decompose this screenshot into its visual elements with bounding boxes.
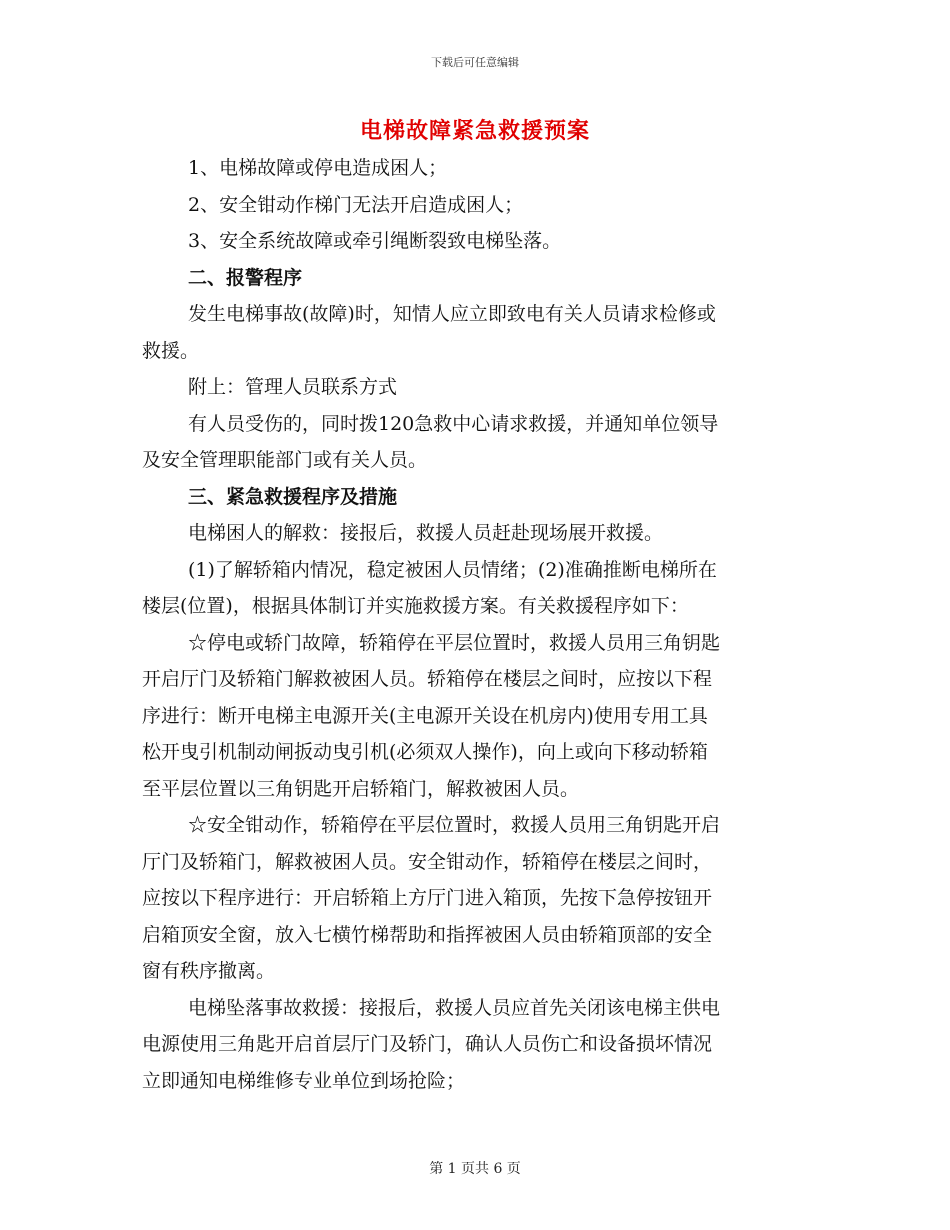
body-line: 电源使用三角匙开启首层厅门及轿门，确认人员伤亡和设备损坏情况 [142, 1033, 713, 1055]
body-line: ☆安全钳动作，轿箱停在平层位置时，救援人员用三角钥匙开启 [188, 814, 721, 836]
body-line: 附上：管理人员联系方式 [188, 376, 398, 398]
body-line: (1)了解轿箱内情况，稳定被困人员情绪；(2)准确推断电梯所在 [188, 558, 717, 581]
body-line: 3、安全系统故障或牵引绳断裂致电梯坠落。 [188, 230, 562, 252]
document-title: 电梯故障紧急救援预案 [359, 118, 590, 144]
section-heading: 三、紧急救援程序及措施 [188, 485, 398, 508]
body-line: 2、安全钳动作梯门无法开启造成困人； [188, 193, 524, 216]
body-line: 厅门及轿箱门，解救被困人员。安全钳动作，轿箱停在楼层之间时， [142, 850, 713, 873]
document-body [142, 150, 802, 1099]
body-line: 楼层(位置)，根据具体制订并实施救援方案。有关救援程序如下： [142, 595, 689, 617]
page-footer: 第 1 页共 6 页 [429, 1161, 521, 1177]
body-line: 电梯坠落事故救援：接报后，救援人员应首先关闭该电梯主供电 [188, 996, 721, 1019]
body-line: 救援。 [142, 339, 200, 362]
body-line: 发生电梯事故(故障)时，知情人应立即致电有关人员请求检修或 [188, 303, 716, 325]
body-line: 电梯困人的解救：接报后，救援人员赶赴现场展开救援。 [188, 522, 664, 544]
body-line: 有人员受伤的，同时拨120急救中心请求救援，并通知单位领导 [188, 412, 719, 435]
body-line: 松开曳引机制动闸扳动曳引机(必须双人操作)，向上或向下移动轿箱 [142, 741, 708, 763]
body-line: 开启厅门及轿箱门解救被困人员。轿箱停在楼层之间时，应按以下程 [142, 668, 713, 690]
section-heading: 二、报警程序 [188, 266, 303, 289]
body-line: 窗有秩序撤离。 [142, 960, 276, 982]
body-line: 至平层位置以三角钥匙开启轿箱门，解救被困人员。 [142, 777, 580, 800]
body-line: 应按以下程序进行：开启轿箱上方厅门进入箱顶，先按下急停按钮开 [142, 887, 713, 909]
body-line: 序进行：断开电梯主电源开关(主电源开关设在机房内)使用专用工具 [142, 704, 708, 727]
body-line: 启箱顶安全窗，放入七横竹梯帮助和指挥被困人员由轿箱顶部的安全 [142, 923, 713, 946]
body-line: 立即通知电梯维修专业单位到场抢险； [142, 1069, 466, 1092]
body-line: ☆停电或轿门故障，轿箱停在平层位置时，救援人员用三角钥匙 [188, 631, 721, 654]
body-line: 及安全管理职能部门或有关人员。 [142, 449, 428, 471]
body-line: 1、电梯故障或停电造成困人； [188, 157, 448, 179]
header-note: 下载后可任意编辑 [431, 56, 519, 69]
